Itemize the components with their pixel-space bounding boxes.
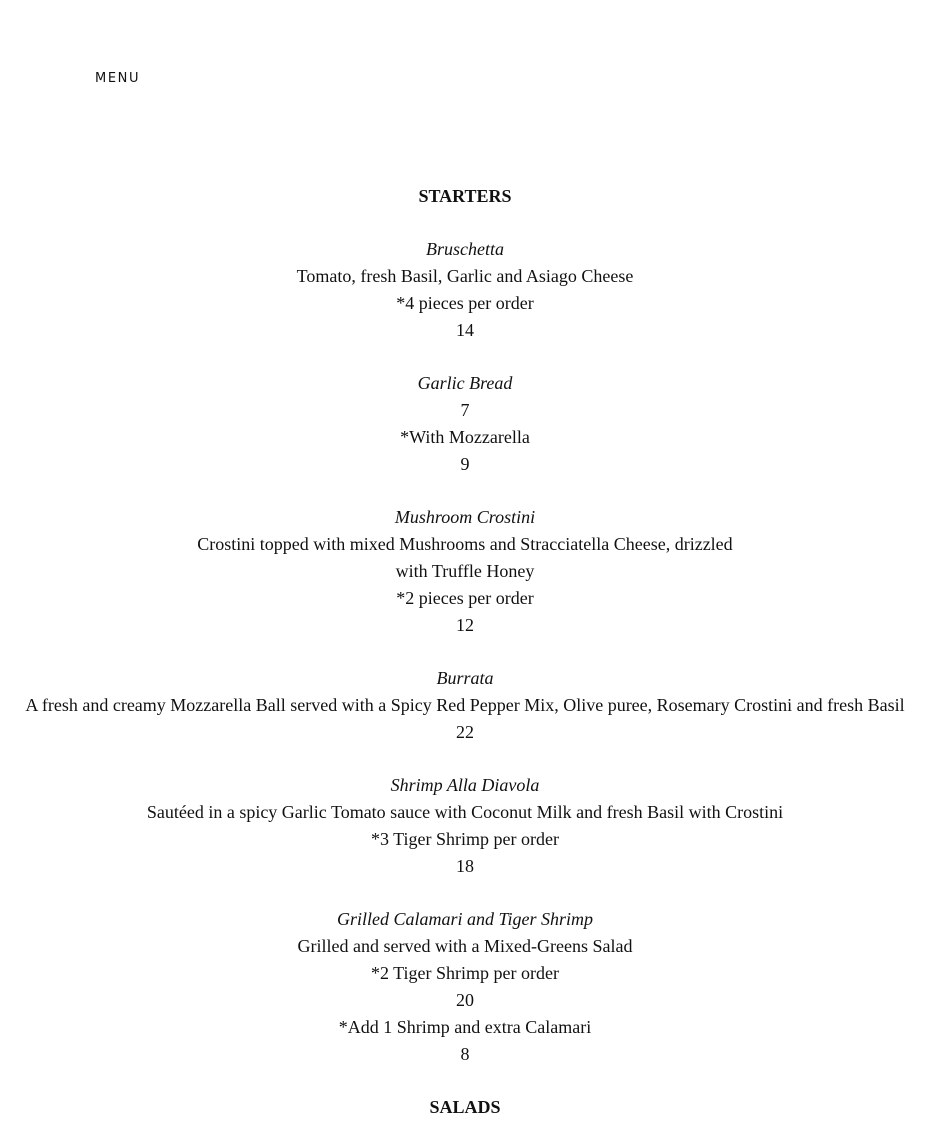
section-salads: [0, 1094, 930, 1121]
item-description: Tomato, fresh Basil, Garlic and Asiago Cheese: [296, 266, 634, 286]
item-name: Shrimp Alla Diavola: [390, 775, 540, 795]
item-note: *With Mozzarella: [400, 427, 530, 447]
item-price: 9: [460, 454, 470, 474]
item-name: Burrata: [436, 668, 494, 688]
item-price: 12: [456, 615, 474, 635]
item-description: A fresh and creamy Mozzarella Ball served with a Spicy Red Pepper Mix, Olive puree, Rosemary Crostini and fresh Basil: [25, 695, 905, 715]
item-name: Bruschetta: [426, 239, 504, 259]
item-note: *4 pieces per order: [396, 293, 534, 313]
menu-content: [0, 183, 930, 1121]
menu-item-mushroom-crostini: [0, 504, 930, 639]
item-description: with Truffle Honey: [395, 561, 535, 581]
item-price: 20: [456, 990, 474, 1010]
section-title: SALADS: [429, 1097, 501, 1117]
menu-item-grilled-calamari-and-tiger-shrimp: [0, 906, 930, 1068]
item-description: Grilled and served with a Mixed-Greens Salad: [297, 936, 633, 956]
item-price: 14: [456, 320, 474, 340]
item-note: *2 Tiger Shrimp per order: [371, 963, 559, 983]
section-starters: [0, 183, 930, 1094]
menu-item-shrimp-alla-diavola: [0, 772, 930, 880]
item-name: Garlic Bread: [417, 373, 513, 393]
item-price: 7: [460, 400, 470, 420]
section-title: STARTERS: [418, 186, 512, 206]
item-name: Grilled Calamari and Tiger Shrimp: [336, 909, 594, 929]
item-description: Crostini topped with mixed Mushrooms and Stracciatella Cheese, drizzled: [197, 534, 733, 554]
menu-item-garlic-bread: [0, 370, 930, 478]
menu-item-burrata: [0, 665, 930, 746]
item-note: *3 Tiger Shrimp per order: [371, 829, 559, 849]
menu-item-bruschetta: [0, 236, 930, 344]
item-price: 8: [460, 1044, 470, 1064]
item-note: *Add 1 Shrimp and extra Calamari: [338, 1017, 592, 1037]
item-price: 18: [456, 856, 474, 876]
item-description: Sautéed in a spicy Garlic Tomato sauce with Coconut Milk and fresh Basil with Crostini: [146, 802, 784, 822]
menu-button[interactable]: MENU: [95, 71, 141, 86]
item-price: 22: [456, 722, 474, 742]
item-name: Mushroom Crostini: [394, 507, 536, 527]
item-note: *2 pieces per order: [396, 588, 534, 608]
